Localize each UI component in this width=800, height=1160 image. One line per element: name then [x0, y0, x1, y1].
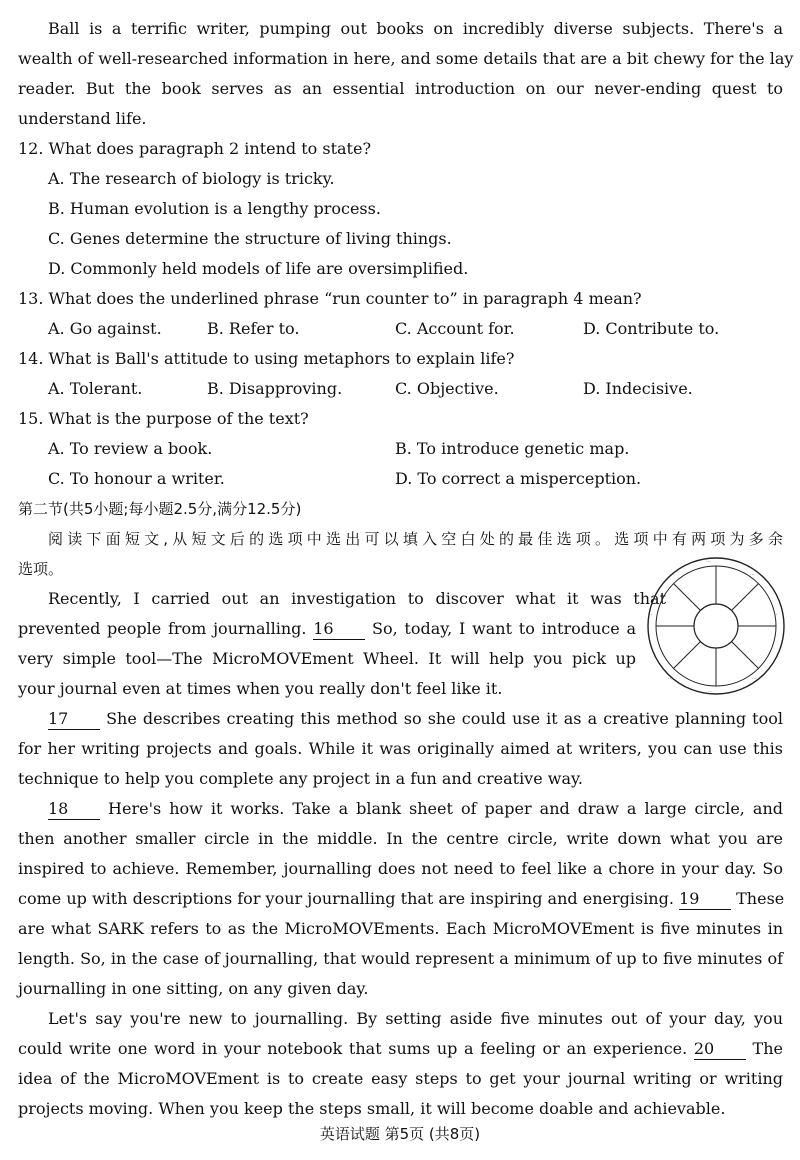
- question-12-option-c: C. Genes determine the structure of living things.: [48, 229, 452, 248]
- svg-text:···: ···: [750, 572, 755, 578]
- question-12-option-a: A. The research of biology is tricky.: [48, 169, 335, 188]
- question-14-option-c: C. Objective.: [395, 379, 499, 398]
- question-15-option-b: B. To introduce genetic map.: [395, 439, 630, 458]
- svg-text:···: ···: [668, 676, 673, 682]
- passage-line: understand life.: [18, 109, 147, 128]
- micromovement-wheel-illustration: [646, 556, 786, 696]
- question-12-stem: 12. What does paragraph 2 intend to state?: [18, 139, 372, 158]
- svg-text:···: ···: [708, 689, 713, 695]
- paragraph-1-line: very simple tool—The MicroMOVEment Wheel. It will help you pick up: [18, 649, 636, 668]
- page-footer: 英语试题 第5页 (共8页): [319, 1125, 481, 1143]
- paragraph-1-line: your journal even at times when you really don't feel like it.: [18, 679, 503, 698]
- paragraph-4-line: could write one word in your notebook that sums up a feeling or an experience. 20 The: [18, 1039, 783, 1058]
- question-15-options-ab: [18, 434, 783, 464]
- question-13-options: [18, 314, 783, 344]
- blank-19[interactable]: 19: [679, 889, 731, 910]
- passage-line: Ball is a terrific writer, pumping out books on incredibly diverse subjects. There's a: [48, 19, 783, 38]
- question-13-option-a: A. Go against.: [48, 319, 162, 338]
- passage-line: wealth of well-researched information in here, and some details that are a bit chewy for the lay: [18, 49, 794, 68]
- section-2-heading: 第二节(共5小题;每小题2.5分,满分12.5分): [18, 500, 302, 518]
- paragraph-4-line: Let's say you're new to journalling. By setting aside five minutes out of your day, you: [48, 1009, 783, 1028]
- paragraph-1-line: Recently, I carried out an investigation to discover what it was that: [48, 589, 666, 608]
- svg-text:···: ···: [670, 572, 675, 578]
- paragraph-2-line: technique to help you complete any project in a fun and creative way.: [18, 769, 584, 788]
- paragraph-4-line: projects moving. When you keep the steps small, it will become doable and achievable.: [18, 1099, 726, 1118]
- question-13-option-c: C. Account for.: [395, 319, 515, 338]
- paragraph-3-line: journalling in one sitting, on any given day.: [18, 979, 369, 998]
- paragraph-3-line: come up with descriptions for your journalling that are inspiring and energising. 19 These: [18, 889, 785, 908]
- blank-20[interactable]: 20: [694, 1039, 746, 1060]
- paragraph-3-line: length. So, in the case of journalling, that would represent a minimum of up to five minutes of: [18, 949, 783, 968]
- question-15-option-a: A. To review a book.: [48, 439, 213, 458]
- question-14-option-a: A. Tolerant.: [48, 379, 143, 398]
- svg-text:···: ···: [706, 559, 711, 565]
- section-2-instruction-cont: 选项。: [18, 560, 64, 578]
- question-13-stem: 13. What does the underlined phrase “run counter to” in paragraph 4 mean?: [18, 289, 642, 308]
- question-15-stem: 15. What is the purpose of the text?: [18, 409, 309, 428]
- svg-text:··: ··: [649, 612, 653, 618]
- paragraph-3-line: inspired to achieve. Remember, journalling does not need to feel like a chore in your day. So: [18, 859, 783, 878]
- blank-18[interactable]: 18: [48, 799, 100, 820]
- question-15-option-d: D. To correct a misperception.: [395, 469, 642, 488]
- paragraph-2-line: for her writing projects and goals. While it was originally aimed at writers, you can use this: [18, 739, 783, 758]
- paragraph-4-line: idea of the MicroMOVEment is to create easy steps to get your journal writing or writing: [18, 1069, 783, 1088]
- paragraph-3-line: are what SARK refers to as the MicroMOVEments. Each MicroMOVEment is five minutes in: [18, 919, 783, 938]
- question-12-option-d: D. Commonly held models of life are oversimplified.: [48, 259, 469, 278]
- svg-text:··: ··: [774, 612, 778, 618]
- question-15-options-cd: [18, 464, 783, 494]
- paragraph-1-line: prevented people from journalling. 16 So, today, I want to introduce a: [18, 619, 636, 638]
- blank-16[interactable]: 16: [313, 619, 365, 640]
- question-14-option-b: B. Disapproving.: [207, 379, 343, 398]
- question-14-options: [18, 374, 783, 404]
- paragraph-3-line: then another smaller circle in the middle. In the centre circle, write down what you are: [18, 829, 783, 848]
- question-15-option-c: C. To honour a writer.: [48, 469, 225, 488]
- passage-line: reader. But the book serves as an essential introduction on our never-ending quest to: [18, 79, 783, 98]
- question-12-option-b: B. Human evolution is a lengthy process.: [48, 199, 381, 218]
- question-14-option-d: D. Indecisive.: [583, 379, 693, 398]
- section-2-instruction: 阅读下面短文,从短文后的选项中选出可以填入空白处的最佳选项。选项中有两项为多余: [48, 530, 783, 548]
- paragraph-2-line: 17 She describes creating this method so she could use it as a creative planning tool: [48, 709, 783, 728]
- question-13-option-d: D. Contribute to.: [583, 319, 720, 338]
- question-14-stem: 14. What is Ball's attitude to using metaphors to explain life?: [18, 349, 515, 368]
- blank-17[interactable]: 17: [48, 709, 100, 730]
- question-13-option-b: B. Refer to.: [207, 319, 300, 338]
- svg-text:···: ···: [752, 676, 757, 682]
- paragraph-3-line: 18 Here's how it works. Take a blank sheet of paper and draw a large circle, and: [48, 799, 783, 818]
